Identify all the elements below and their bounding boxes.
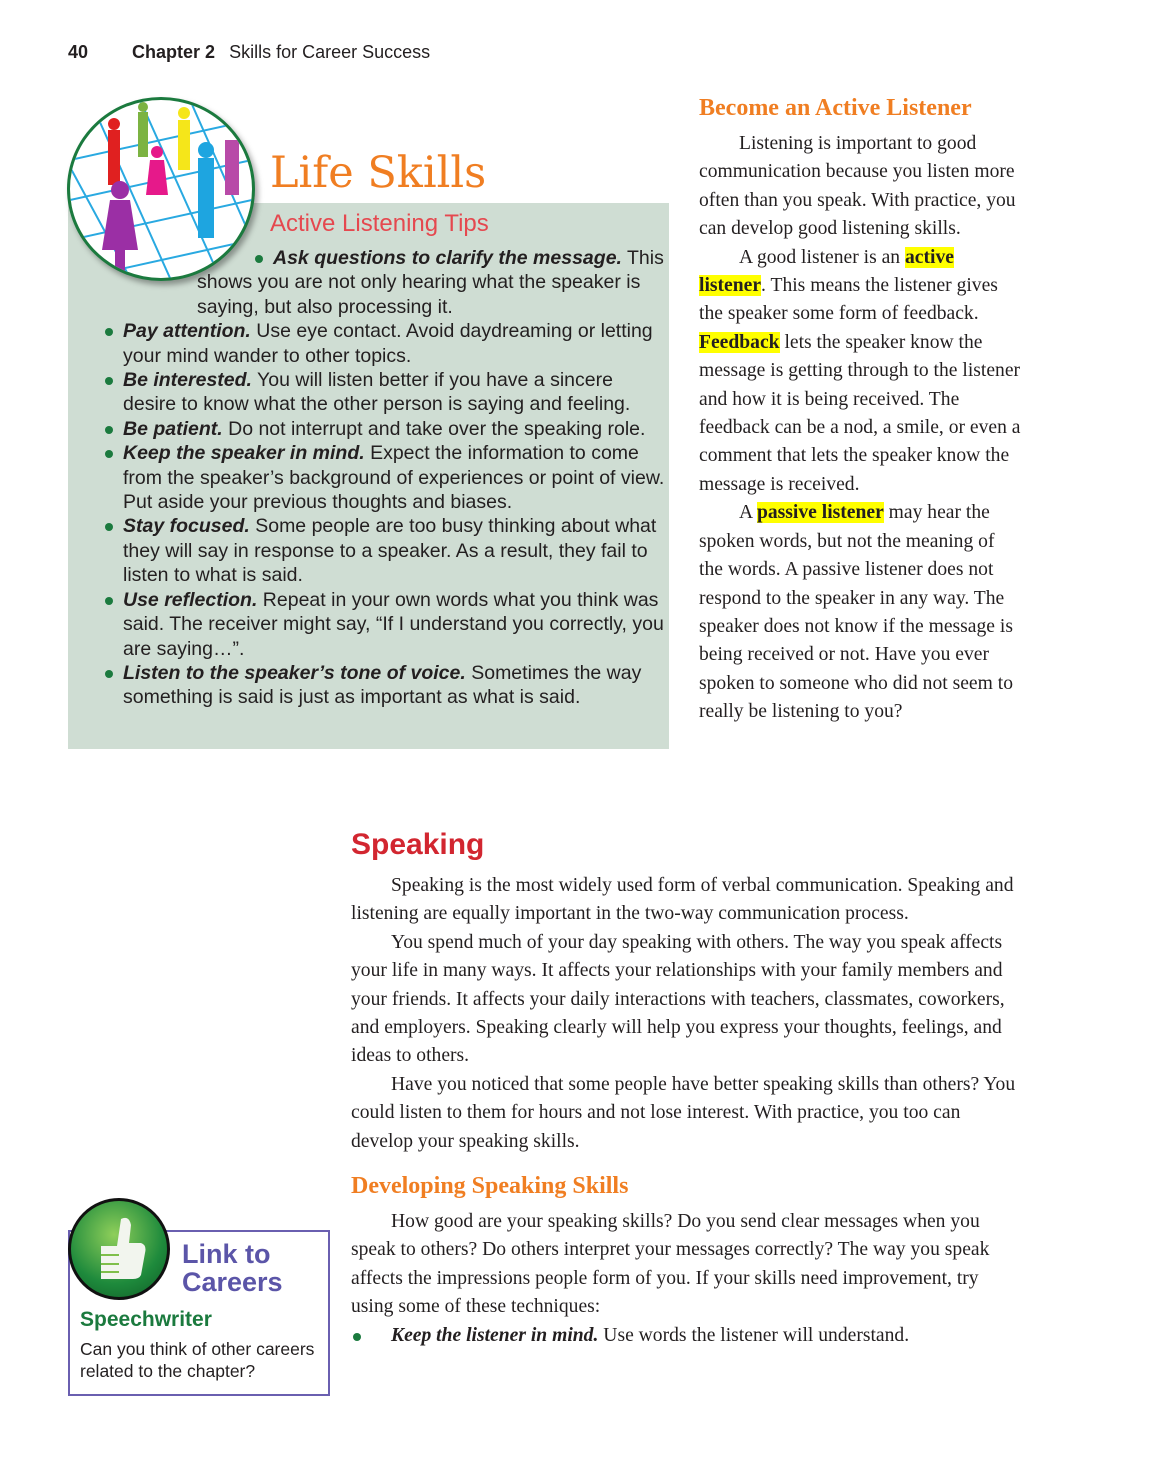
developing-speaking-skills-heading: Developing Speaking Skills bbox=[351, 1173, 629, 1200]
life-skills-title: Life Skills bbox=[270, 148, 487, 198]
tips-list bbox=[105, 246, 665, 710]
tip-item bbox=[105, 368, 665, 417]
tip-text: Use eye contact. Avoid daydreaming or letting your mind wander to other topics. bbox=[123, 320, 653, 367]
tip-item bbox=[105, 441, 665, 514]
tip-text: Some people are too busy thinking about what they will say in response to a speaker. As a result, they fail to listen to what is said. bbox=[123, 515, 657, 587]
tip-item bbox=[105, 588, 665, 661]
running-header bbox=[68, 42, 430, 63]
active-listener-heading: Become an Active Listener bbox=[699, 95, 972, 121]
tip-lead: Listen to the speaker’s tone of voice. bbox=[123, 661, 466, 684]
technique-bullet bbox=[351, 1322, 1016, 1350]
link-to-careers-title bbox=[182, 1240, 283, 1296]
paragraph bbox=[699, 244, 1021, 500]
tip-lead: Keep the speaker in mind. bbox=[123, 442, 365, 465]
tip-text: Expect the information to come from the speaker’s background of experiences or point of view. Put aside your previous thoughts and biases. bbox=[123, 442, 665, 514]
key-term: passive listener bbox=[756, 502, 884, 524]
speaking-heading: Speaking bbox=[351, 828, 485, 861]
text: may hear the spoken words, but not the meaning of the words. A passive listener does not respond to the speaker in any way. The speaker does not know if the message is being received or not. Have you ever spoken to someone who did not seem to really be listening to you? bbox=[699, 502, 1014, 723]
tip-lead: Ask questions to clarify the message. bbox=[273, 247, 622, 269]
career-name: Speechwriter bbox=[80, 1308, 212, 1331]
tip-text: Sometimes the way something is said is just as important as what is said. bbox=[123, 661, 642, 709]
bullet-lead: Keep the listener in mind. bbox=[391, 1324, 599, 1346]
paragraph: Have you noticed that some people have better speaking skills than others? You could listen to them for hours and not lose interest. With practice, you too can develop your speaking skills. bbox=[351, 1073, 1016, 1152]
career-question: Can you think of other careers related to the chapter? bbox=[80, 1339, 315, 1381]
tip-lead: Pay attention. bbox=[123, 320, 251, 343]
tip-text: You will listen better if you have a sincere desire to know what the other person is saying and feeling. bbox=[123, 369, 631, 416]
thumbs-up-icon bbox=[68, 1198, 170, 1300]
paragraph: Listening is important to good communication because you listen more often than you speak. With practice, you can develop good listening skills. bbox=[699, 133, 1016, 240]
chapter-title: Skills for Career Success bbox=[229, 42, 431, 62]
title-line: Careers bbox=[182, 1267, 283, 1297]
tip-lead: Be interested. bbox=[123, 369, 252, 392]
tip-text: This shows you are not only hearing what the speaker is saying, but also processing it. bbox=[197, 247, 664, 318]
tip-item bbox=[105, 246, 665, 319]
tip-lead: Stay focused. bbox=[123, 515, 250, 538]
tip-item bbox=[105, 514, 665, 587]
tip-text: Do not interrupt and take over the speaking role. bbox=[222, 417, 646, 440]
active-listener-section bbox=[699, 92, 1021, 727]
key-term: Feedback bbox=[699, 331, 780, 353]
bullet-text: Use words the listener will understand. bbox=[598, 1324, 910, 1346]
active-listening-tips-heading: Active Listening Tips bbox=[270, 210, 489, 237]
tip-text: Repeat in your own words what you think was said. The receiver might say, “If I understand you correctly, you are saying…”. bbox=[123, 588, 664, 660]
text: A good listener is an bbox=[739, 246, 905, 268]
page-number: 40 bbox=[68, 42, 89, 62]
tip-lead: Use reflection. bbox=[123, 588, 258, 611]
tip-item bbox=[105, 319, 665, 368]
text: . This means the listener gives the speaker some form of feedback. bbox=[699, 275, 998, 325]
paragraph bbox=[699, 499, 1021, 726]
text: lets the speaker know the message is getting through to the listener and how it is being received. The feedback can be a nod, a smile, or even a comment that lets the speaker know the message is received. bbox=[699, 331, 1021, 495]
key-term: active listener bbox=[699, 246, 954, 297]
chapter-label: Chapter 2 bbox=[132, 42, 216, 62]
title-line: Link to bbox=[182, 1239, 271, 1269]
text: A bbox=[739, 502, 757, 524]
tip-item bbox=[105, 661, 665, 710]
tip-lead: Be patient. bbox=[123, 417, 223, 440]
paragraph: Speaking is the most widely used form of verbal communication. Speaking and listening are equally important in the two-way communication process. bbox=[351, 875, 1014, 925]
tip-item bbox=[105, 417, 665, 441]
speaking-section bbox=[351, 826, 1016, 1350]
paragraph: You spend much of your day speaking with others. The way you speak affects your life in many ways. It affects your relationships with your family members and your friends. It affects your daily interactions with teachers, classmates, coworkers, and employers. Speaking clearly will help you express your thoughts, feelings, and ideas to others. bbox=[351, 931, 1005, 1067]
paragraph: How good are your speaking skills? Do you send clear messages when you speak to others? Do others interpret your messages correctly? The way you speak affects the impressions people form of you. If your skills need improvement, try using some of these techniques: bbox=[351, 1211, 990, 1318]
